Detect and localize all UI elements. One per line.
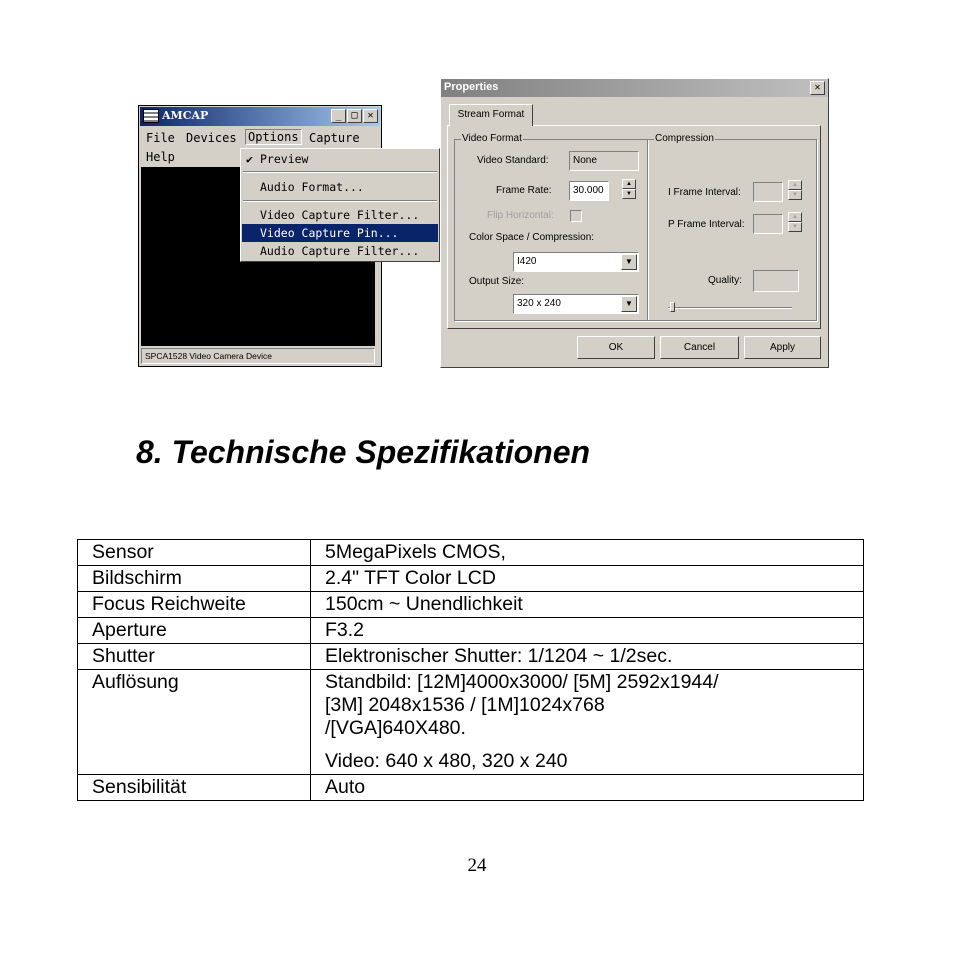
spin-up-icon[interactable]: ▲ (622, 179, 636, 189)
spin-up-icon[interactable]: ▲ (788, 180, 802, 190)
options-dropdown-menu (240, 148, 440, 262)
p-frame-interval-field (753, 214, 783, 234)
properties-titlebar[interactable] (441, 79, 828, 97)
output-size-select[interactable] (513, 294, 639, 314)
frame-rate-label: Frame Rate: (496, 185, 552, 196)
chevron-down-icon[interactable]: ▼ (621, 254, 637, 270)
spec-value: Auto (311, 775, 864, 801)
resolution-line: Standbild: [12M]4000x3000/ [5M] 2592x1944/ (325, 671, 719, 693)
output-size-label: Output Size: (469, 276, 525, 287)
menu-separator (243, 200, 437, 202)
i-frame-interval-label: I Frame Interval: (668, 187, 741, 198)
spec-key: Bildschirm (78, 566, 311, 592)
spec-value: 2.4" TFT Color LCD (311, 566, 864, 592)
flip-horizontal-label: Flip Horizontal: (487, 210, 554, 221)
menu-item-video-capture-pin[interactable]: Video Capture Pin... (242, 224, 438, 242)
spec-key: Shutter (78, 644, 311, 670)
spec-value: Elektronischer Shutter: 1/1204 ~ 1/2sec. (311, 644, 864, 670)
maximize-button[interactable]: □ (347, 109, 362, 123)
video-standard-field: None (569, 151, 639, 171)
quality-slider-thumb[interactable] (670, 302, 675, 312)
menu-item-audio-format[interactable]: Audio Format... (260, 180, 364, 194)
spec-table (77, 539, 864, 801)
group-legend: Video Format (462, 133, 522, 144)
menu-item-preview[interactable] (242, 150, 438, 168)
close-button[interactable]: ✕ (363, 109, 378, 123)
spec-key: Auflösung (78, 670, 311, 775)
spec-value: F3.2 (311, 618, 864, 644)
menu-item-video-capture-filter[interactable]: Video Capture Filter... (260, 208, 420, 222)
p-frame-spinner[interactable] (788, 212, 802, 232)
resolution-line: [3M] 2048x1536 / [1M]1024x768 (325, 694, 605, 716)
menu-file[interactable]: File (146, 131, 175, 145)
table-row (78, 592, 864, 618)
menu-capture[interactable]: Capture (309, 131, 360, 145)
frame-rate-input[interactable]: 30.000 (569, 181, 609, 201)
stream-format-panel (447, 125, 821, 329)
video-standard-label: Video Standard: (477, 155, 549, 166)
amcap-app-icon (143, 109, 159, 123)
frame-rate-spinner[interactable] (622, 179, 636, 199)
table-row (78, 566, 864, 592)
select-value: I420 (517, 256, 537, 267)
amcap-title: AMCAP (162, 109, 209, 122)
spin-down-icon[interactable]: ▼ (788, 190, 802, 200)
close-button[interactable]: ✕ (810, 81, 825, 95)
spin-down-icon[interactable]: ▼ (622, 189, 636, 199)
spec-key: Sensor (78, 540, 311, 566)
quality-field (753, 270, 799, 292)
spin-down-icon[interactable]: ▼ (788, 222, 802, 232)
menu-item-audio-capture-filter[interactable]: Audio Capture Filter... (260, 244, 420, 258)
status-bar: SPCA1528 Video Camera Device (141, 348, 375, 364)
spec-value: 150cm ~ Unendlichkeit (311, 592, 864, 618)
p-frame-interval-label: P Frame Interval: (668, 219, 745, 230)
apply-button[interactable]: Apply (744, 336, 821, 359)
group-legend: Compression (655, 133, 714, 144)
cancel-button[interactable]: Cancel (660, 336, 739, 359)
menu-separator (243, 171, 437, 173)
menu-item-label: Preview (260, 152, 309, 166)
properties-title: Properties (444, 81, 499, 93)
table-row (78, 670, 864, 775)
quality-slider-track[interactable] (668, 307, 792, 309)
table-row (78, 618, 864, 644)
video-resolution-line: Video: 640 x 480, 320 x 240 (325, 750, 568, 772)
page-number: 24 (467, 855, 487, 876)
flip-horizontal-checkbox[interactable] (570, 210, 582, 222)
spec-value: 5MegaPixels CMOS, (311, 540, 864, 566)
spec-value (311, 670, 864, 775)
tab-stream-format[interactable]: Stream Format (449, 104, 533, 126)
table-row (78, 775, 864, 801)
amcap-titlebar[interactable] (140, 107, 380, 126)
i-frame-interval-field (753, 182, 783, 202)
ok-button[interactable]: OK (577, 336, 655, 359)
menu-help[interactable]: Help (146, 150, 175, 164)
checkmark-icon: ✔ (246, 152, 253, 166)
resolution-line: /[VGA]640X480. (325, 717, 466, 739)
color-space-select[interactable] (513, 252, 639, 272)
menu-devices[interactable]: Devices (186, 131, 237, 145)
table-row (78, 540, 864, 566)
table-row (78, 644, 864, 670)
spec-key: Focus Reichweite (78, 592, 311, 618)
chevron-down-icon[interactable]: ▼ (621, 296, 637, 312)
quality-label: Quality: (708, 275, 742, 286)
menu-options[interactable]: Options (245, 129, 302, 145)
amcap-menubar (141, 128, 379, 148)
spin-up-icon[interactable]: ▲ (788, 212, 802, 222)
color-space-label: Color Space / Compression: (469, 232, 595, 243)
compression-group (647, 133, 817, 321)
video-format-group (454, 133, 648, 321)
section-heading: 8. Technische Spezifikationen (136, 434, 591, 470)
properties-dialog (440, 78, 829, 368)
i-frame-spinner[interactable] (788, 180, 802, 200)
minimize-button[interactable]: _ (331, 109, 346, 123)
select-value: 320 x 240 (517, 298, 561, 309)
spec-key: Aperture (78, 618, 311, 644)
spec-key: Sensibilität (78, 775, 311, 801)
